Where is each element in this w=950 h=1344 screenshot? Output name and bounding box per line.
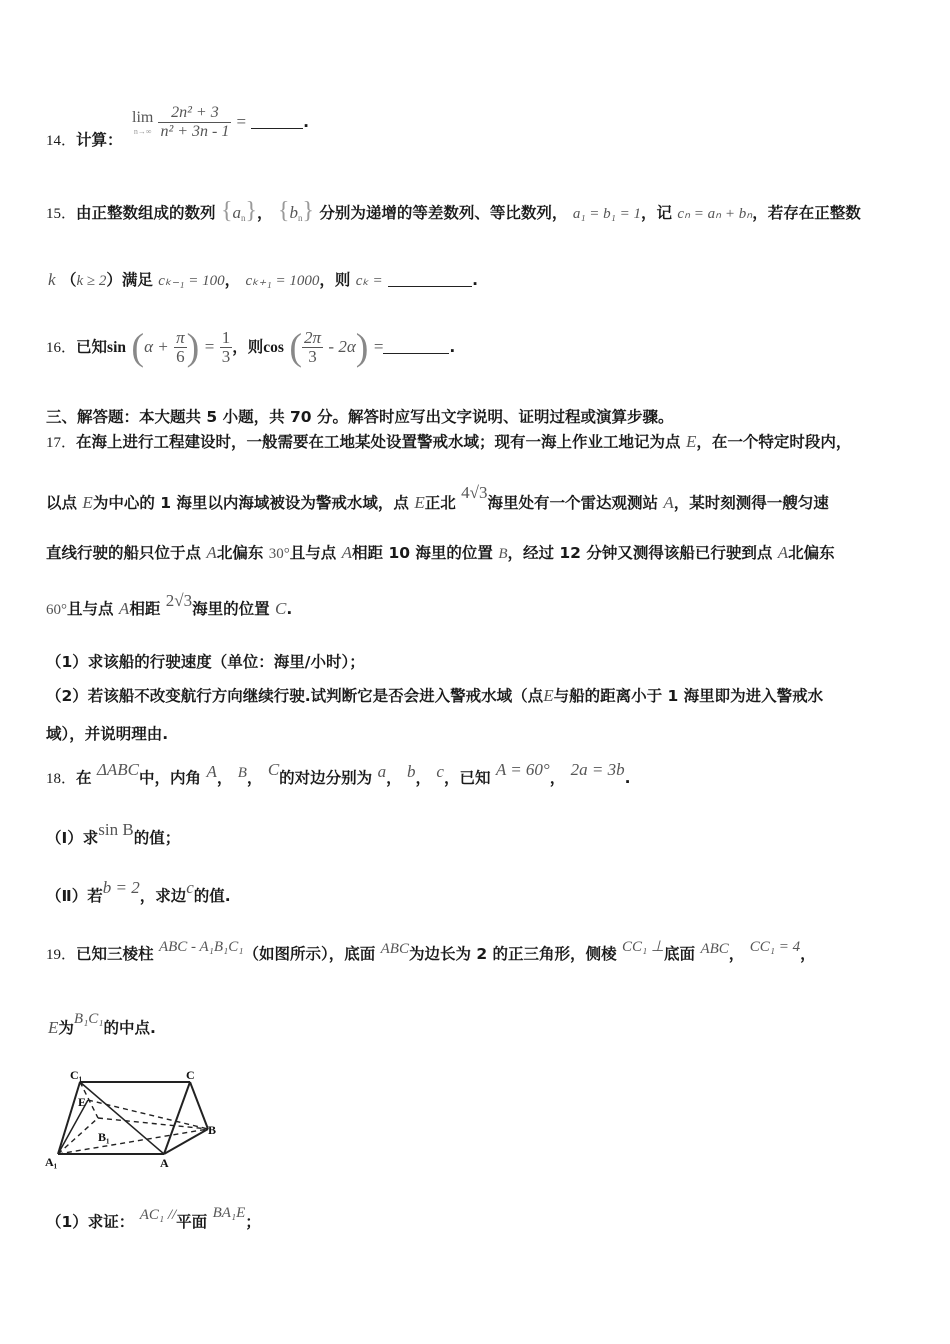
q15-text4: ，若存在正整数 bbox=[752, 204, 861, 222]
lim-subscript: n→∞ bbox=[133, 127, 152, 136]
q15-sep2: ， bbox=[224, 271, 241, 289]
q19-p1a: （1）求证： bbox=[46, 1213, 135, 1231]
q19-part1 bbox=[46, 1205, 261, 1232]
label-b1: B₁ bbox=[98, 1130, 110, 1144]
q16-line bbox=[46, 322, 455, 372]
q16-one: 1 bbox=[221, 328, 231, 347]
q17-number: 17． bbox=[46, 435, 77, 451]
q18-side-b: b bbox=[407, 762, 416, 781]
q18-p2c: 的值. bbox=[193, 887, 231, 905]
q14-end: . bbox=[303, 113, 310, 131]
q16-three2: 3 bbox=[308, 347, 317, 366]
q17-l3c: 且与点 bbox=[289, 544, 337, 562]
q15-number: 15． bbox=[46, 206, 77, 222]
q18-t3: 的对边分别为 bbox=[279, 769, 373, 787]
q14-numerator: 2n² + 3 bbox=[158, 104, 231, 123]
paren-close: ) bbox=[186, 326, 200, 369]
q15-answer-blank bbox=[388, 272, 472, 287]
q17-point-c: C bbox=[275, 599, 287, 618]
q18-p1b: 的值； bbox=[133, 829, 181, 847]
q14-answer-blank bbox=[251, 114, 303, 129]
q17-line2 bbox=[46, 483, 829, 513]
q15-cond2: cₙ = aₙ + bₙ bbox=[677, 206, 753, 222]
q18-angle-a: A bbox=[206, 762, 217, 781]
q17-l2b: 为中心的 1 海里以内海域被设为警戒水域，点 bbox=[92, 494, 409, 512]
q17-l4c: 海里的位置 bbox=[192, 600, 270, 618]
q16-text1: 已知 bbox=[76, 338, 108, 356]
edge-c1-a1 bbox=[58, 1082, 80, 1154]
label-c1: C₁ bbox=[70, 1068, 83, 1082]
q14-formula bbox=[132, 104, 309, 141]
q16-text2: ，则 bbox=[232, 338, 264, 356]
q16-number: 16． bbox=[46, 340, 77, 356]
q17-l3a: 直线行驶的船只位于点 bbox=[46, 544, 202, 562]
q19-cc1: CC₁ ⊥ bbox=[621, 939, 665, 955]
seq-b-sub: n bbox=[297, 213, 303, 223]
q19-cc1eq: CC₁ = 4 bbox=[749, 939, 801, 955]
prism-figure bbox=[40, 1066, 230, 1170]
q17-point-a3: A bbox=[341, 543, 353, 562]
q18-side-a: a bbox=[377, 762, 387, 781]
q17-l3e: ，经过 12 分钟又测得该船已行驶到点 bbox=[507, 544, 773, 562]
q17-point-e3: E bbox=[414, 493, 425, 512]
q17-l4a: 且与点 bbox=[67, 600, 114, 618]
q17-line3 bbox=[46, 541, 835, 563]
q15-cond1: a₁ = b₁ = 1 bbox=[572, 206, 641, 222]
q18-p2a: （Ⅱ）若 bbox=[46, 887, 103, 905]
paren-close-2: ) bbox=[355, 326, 369, 369]
label-e: E bbox=[78, 1095, 87, 1109]
q19-t6: 为 bbox=[58, 1019, 74, 1037]
q17-part2-cont: 域），并说明理由. bbox=[46, 725, 169, 743]
q19-abc2: ABC bbox=[700, 941, 729, 957]
q17-point-a2: A bbox=[206, 543, 217, 562]
q18-cond2: 2a = 3b bbox=[570, 760, 625, 779]
q17-angle30: 30° bbox=[268, 546, 290, 562]
q15-text7: ，则 bbox=[319, 271, 351, 289]
q19-ac1: AC₁ // bbox=[139, 1207, 177, 1223]
q18-part2 bbox=[46, 878, 231, 906]
q14-label: 计算： bbox=[76, 131, 123, 149]
q19-b1c1: B₁C₁ bbox=[73, 1011, 104, 1027]
edge-b1-b bbox=[98, 1118, 208, 1129]
q19-t1: 已知三棱柱 bbox=[76, 945, 154, 963]
q19-prism: ABC - A₁B₁C₁ bbox=[158, 939, 244, 955]
q17-point-e: E bbox=[685, 432, 697, 451]
q15-text2: 分别为递增的等差数列、等比数列， bbox=[319, 204, 568, 222]
q18-b2: b = 2 bbox=[102, 878, 140, 897]
q16-alpha-plus: α + bbox=[144, 337, 169, 356]
section3-heading: 三、解答题：本大题共 5 小题，共 70 分。解答时应写出文字说明、证明过程或演算步骤。 bbox=[46, 408, 674, 426]
q15-text3: ，记 bbox=[641, 204, 673, 222]
brace-open-b: { bbox=[277, 198, 290, 224]
q17-l4d: . bbox=[286, 600, 293, 618]
q19-t2: （如图所示），底面 bbox=[243, 945, 376, 963]
q15-line1 bbox=[46, 198, 861, 225]
lim-symbol: lim bbox=[132, 109, 154, 126]
q16-eq2: = bbox=[373, 337, 384, 356]
q17-angle60: 60° bbox=[46, 602, 67, 618]
q18-angle-c: C bbox=[267, 760, 280, 779]
q17-l3b: 北偏东 bbox=[216, 544, 264, 562]
q14-line bbox=[46, 128, 123, 150]
q17-l4b: 相距 bbox=[129, 600, 161, 618]
brace-close-b: } bbox=[302, 198, 314, 224]
paren-open: ( bbox=[131, 326, 145, 369]
q16-minus2a: - 2α bbox=[328, 337, 356, 356]
q17-l3d: 相距 10 海里的位置 bbox=[352, 544, 493, 562]
q17-l1b: ，在一个特定时段内， bbox=[696, 433, 852, 451]
q19-t4: 底面 bbox=[664, 945, 696, 963]
label-c: C bbox=[186, 1068, 195, 1082]
q15-ck: cₖ = bbox=[355, 273, 383, 289]
q15-c1: cₖ₋₁ = 100 bbox=[158, 273, 225, 289]
q18-side-c2: c bbox=[186, 878, 194, 897]
q19-abc: ABC bbox=[380, 941, 409, 957]
q17-line4 bbox=[46, 591, 293, 619]
q15-k: k bbox=[48, 270, 56, 289]
brace-open: { bbox=[220, 198, 233, 224]
q18-p1a: （Ⅰ）求 bbox=[46, 829, 99, 847]
q19-line2 bbox=[48, 1011, 156, 1038]
q17-l2a: 以点 bbox=[46, 494, 78, 512]
q17-point-a4: A bbox=[777, 543, 789, 562]
brace-close: } bbox=[245, 198, 257, 224]
q18-end: . bbox=[624, 769, 631, 787]
seq-a: a bbox=[232, 203, 241, 222]
q16-pi: π bbox=[176, 328, 185, 347]
q15-text5: （ bbox=[60, 271, 77, 289]
q16-answer-blank bbox=[383, 339, 449, 354]
q16-eq: = bbox=[204, 337, 215, 356]
q19-ba1e: BA₁E bbox=[212, 1205, 246, 1221]
q18-triangle: ΔABC bbox=[96, 760, 140, 779]
q16-cos: cos bbox=[263, 339, 284, 356]
q17-l2c: 正北 bbox=[424, 494, 456, 512]
q17-point-b: B bbox=[498, 546, 508, 562]
q18-number: 18． bbox=[46, 771, 77, 787]
q17-point-a: A bbox=[663, 493, 674, 512]
label-a1: A₁ bbox=[45, 1155, 58, 1169]
q17-distance2: 2√3 bbox=[165, 591, 193, 610]
q15-line2 bbox=[48, 268, 478, 290]
q19-t5: ， bbox=[800, 945, 816, 963]
q17-l2e: ，某时刻测得一艘匀速 bbox=[673, 494, 829, 512]
q19-t3: 为边长为 2 的正三角形，侧棱 bbox=[408, 945, 617, 963]
q17-p2a: （2）若该船不改变航行方向继续行驶.试判断它是否会进入警戒水域（点 bbox=[46, 687, 544, 705]
q16-three: 3 bbox=[221, 347, 231, 366]
q17-part1: （1）求该船的行驶速度（单位：海里/小时）； bbox=[46, 653, 365, 671]
q14-number: 14． bbox=[46, 133, 77, 149]
edge-c-a bbox=[164, 1082, 190, 1154]
q17-point-e4: E bbox=[543, 686, 554, 705]
q17-part2 bbox=[46, 684, 823, 706]
label-b: B bbox=[208, 1123, 217, 1137]
q16-six: 6 bbox=[176, 347, 185, 366]
q15-end: . bbox=[472, 271, 478, 289]
q16-twopi: 2π bbox=[303, 328, 321, 347]
q16-sin: sin bbox=[107, 339, 126, 356]
q14-equals: = bbox=[236, 112, 247, 131]
q18-t2: 中，内角 bbox=[139, 769, 202, 787]
q19-line1 bbox=[46, 939, 816, 964]
q19-t7: 的中点. bbox=[103, 1019, 156, 1037]
q18-t4: ，已知 bbox=[443, 769, 491, 787]
seq-b: b bbox=[289, 203, 298, 222]
q15-text6: ）满足 bbox=[106, 271, 153, 289]
q19-p1c: ； bbox=[245, 1213, 261, 1231]
q17-point-e2: E bbox=[82, 493, 93, 512]
q17-distance: 4√3 bbox=[461, 483, 488, 502]
q18-part1 bbox=[46, 820, 181, 848]
q17-l3f: 北偏东 bbox=[788, 544, 835, 562]
q15-text1: 由正整数组成的数列 bbox=[76, 204, 216, 222]
paren-open-2: ( bbox=[289, 326, 302, 369]
label-a: A bbox=[160, 1156, 169, 1170]
q19-point-e: E bbox=[48, 1018, 59, 1037]
q17-line1 bbox=[46, 430, 851, 452]
q18-cond1: A = 60° bbox=[495, 760, 550, 779]
q18-t1: 在 bbox=[76, 769, 92, 787]
q14-denominator: n² + 3n - 1 bbox=[160, 123, 230, 140]
seq-a-sub: n bbox=[240, 213, 246, 223]
q15-c2: cₖ₊₁ = 1000 bbox=[245, 273, 320, 289]
q17-p2b: 与船的距离小于 1 海里即为进入警戒水 bbox=[553, 687, 824, 705]
q17-point-a5: A bbox=[118, 599, 130, 618]
q18-angle-b: B bbox=[237, 765, 247, 781]
q17-l2d: 海里处有一个雷达观测站 bbox=[487, 494, 658, 512]
q18-sep: ， bbox=[549, 769, 566, 787]
q19-number: 19． bbox=[46, 947, 77, 963]
q18-side-c: c bbox=[436, 762, 444, 781]
q18-sinb: sin B bbox=[98, 820, 134, 839]
q19-p1b: 平面 bbox=[176, 1213, 208, 1231]
q18-p2b: ，求边 bbox=[139, 887, 187, 905]
edge-e-b bbox=[88, 1100, 208, 1129]
edge-c-b bbox=[190, 1082, 208, 1129]
q19-sep: ， bbox=[728, 945, 745, 963]
q15-sep1: ， bbox=[257, 204, 273, 222]
q17-l1: 在海上进行工程建设时，一般需要在工地某处设置警戒水域；现有一海上作业工地记为点 bbox=[76, 433, 681, 451]
q18-line1: 18．在 ΔABC中，内角 A， B， C的对边分别为 a， b， c，已知 A = 60°， 2a = 3b. bbox=[46, 760, 631, 787]
q16-end: . bbox=[449, 338, 456, 356]
q15-kcond: k ≥ 2 bbox=[76, 273, 107, 289]
